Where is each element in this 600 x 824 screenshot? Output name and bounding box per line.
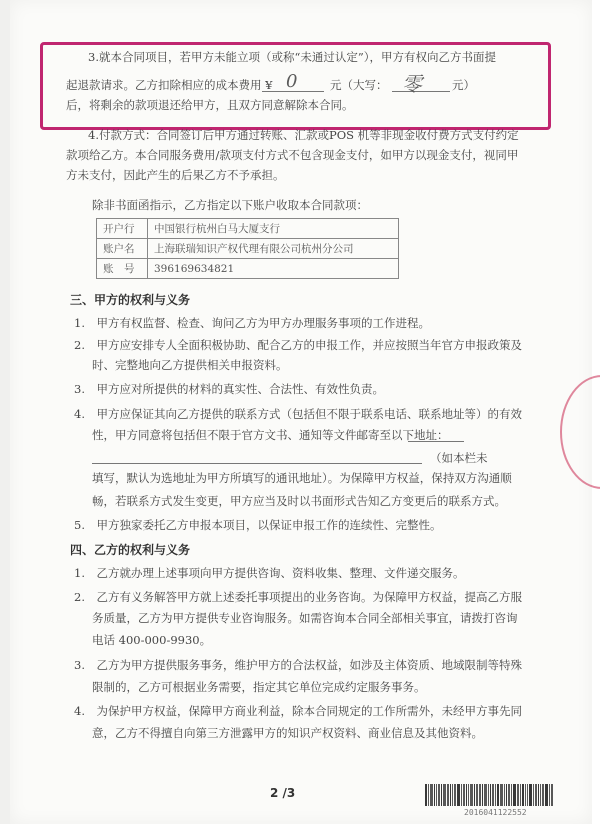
- s4-item3b: 限制的，乙方可根据业务需要，指定其它单位完成约定服务事务。: [92, 680, 426, 694]
- s3-item2b: 时、完整地向乙方提供相关申报资料。: [92, 358, 288, 372]
- s4-item2c: 电话 400-000-9930。: [92, 633, 212, 647]
- amount-number: 0: [286, 71, 298, 92]
- account-key: 开户行: [97, 219, 148, 239]
- table-row: [97, 239, 399, 259]
- s3-item5: 5. 甲方独家委托乙方申报本项目，以保证申报工作的连续性、完整性。: [74, 518, 442, 532]
- section4-title: 四、乙方的权利与义务: [70, 543, 191, 557]
- amount-words: 零: [402, 72, 422, 96]
- clause3-line3: 后，将剩余的款项退还给甲方，且双方同意解除本合同。: [66, 98, 354, 112]
- account-intro: 除非书面函指示，乙方指定以下账户收取本合同款项：: [92, 198, 368, 212]
- s3-item4a: 4. 甲方应保证其向乙方提供的联系方式（包括但不限于联系电话、联系地址等）的有效: [74, 407, 522, 421]
- barcode: [425, 784, 577, 806]
- page-number: 2 /3: [270, 786, 296, 800]
- clause4-line2: 款项给乙方。本合同服务费用/款项支付方式不包含现金支付，如甲方以现金支付，视同甲: [66, 148, 519, 162]
- account-value: 396169634821: [148, 259, 399, 279]
- s4-item4a: 4. 为保护甲方权益，保障甲方商业利益，除本合同规定的工作所需外，未经甲方事先同: [74, 704, 522, 718]
- account-key: 账户名: [97, 239, 148, 259]
- address-underline-2: [92, 463, 422, 464]
- table-row: [97, 219, 399, 239]
- account-value: 中国银行杭州白马大厦支行: [148, 219, 399, 239]
- s4-item2a: 2. 乙方有义务解答甲方就上述委托事项提出的业务咨询。为保障甲方权益，提高乙方服: [74, 590, 522, 604]
- s3-item4b: 性，甲方同意将包括但不限于官方文书、通知等文件邮寄至以下地址：: [92, 428, 449, 442]
- clause4-line3: 方未支付，因此产生的后果乙方不予承担。: [66, 168, 285, 182]
- clause3-line2c: 元）: [452, 78, 475, 92]
- s3-item4e: 畅，若联系方式发生变更，甲方应当及时以书面形式告知乙方变更后的联系方式。: [92, 494, 506, 508]
- s3-item3: 3. 甲方应对所提供的材料的真实性、合法性、有效性负责。: [74, 382, 384, 396]
- address-underline: [408, 441, 464, 442]
- s3-item4c: （如本栏未: [430, 451, 488, 465]
- s4-item2b: 务质量，乙方为甲方提供专业咨询服务。如需咨询本合同全部相关事宜，请拨打咨询: [92, 611, 518, 625]
- s3-item2a: 2. 甲方应安排专人全面积极协助、配合乙方的申报工作，并应按照当年官方申报政策及: [74, 338, 522, 352]
- barcode-number: 2016041122552: [464, 808, 527, 817]
- account-key: 账 号: [97, 259, 148, 279]
- s4-item3a: 3. 乙方为甲方提供服务事务，维护甲方的合法权益，如涉及主体资质、地域限制等特殊: [74, 658, 522, 672]
- s3-item4d: 填写，默认为选地址为甲方所填写的通讯地址）。为保障甲方权益，保持双方沟通顺: [92, 471, 512, 485]
- clause4-line1: 4.付款方式：合同签订后甲方通过转账、汇款或POS 机等非现金收付费方式支付约定: [88, 128, 519, 142]
- s4-item4b: 意，乙方不得擅自向第三方泄露甲方的知识产权资料、商业信息及其他资料。: [92, 726, 483, 740]
- account-table: [96, 218, 399, 279]
- clause3-line1: 3.就本合同项目，若甲方未能立项（或称“未通过认定”），甲方有权向乙方书面提: [88, 50, 496, 64]
- sheet-edge: [0, 0, 10, 824]
- clause3-line2a: 起退款请求。乙方扣除相应的成本费用 ¥: [66, 78, 273, 92]
- section3-title: 三、甲方的权利与义务: [70, 293, 191, 307]
- table-row: [97, 259, 399, 279]
- clause3-line2b: 元（大写：: [330, 78, 388, 92]
- account-value: 上海联瑞知识产权代理有限公司杭州分公司: [148, 239, 399, 259]
- s3-item1: 1. 甲方有权监督、检查、询问乙方为甲方办理服务事项的工作进程。: [74, 316, 430, 330]
- s4-item1: 1. 乙方就办理上述事项向甲方提供咨询、资料收集、整理、文件递交服务。: [74, 566, 465, 580]
